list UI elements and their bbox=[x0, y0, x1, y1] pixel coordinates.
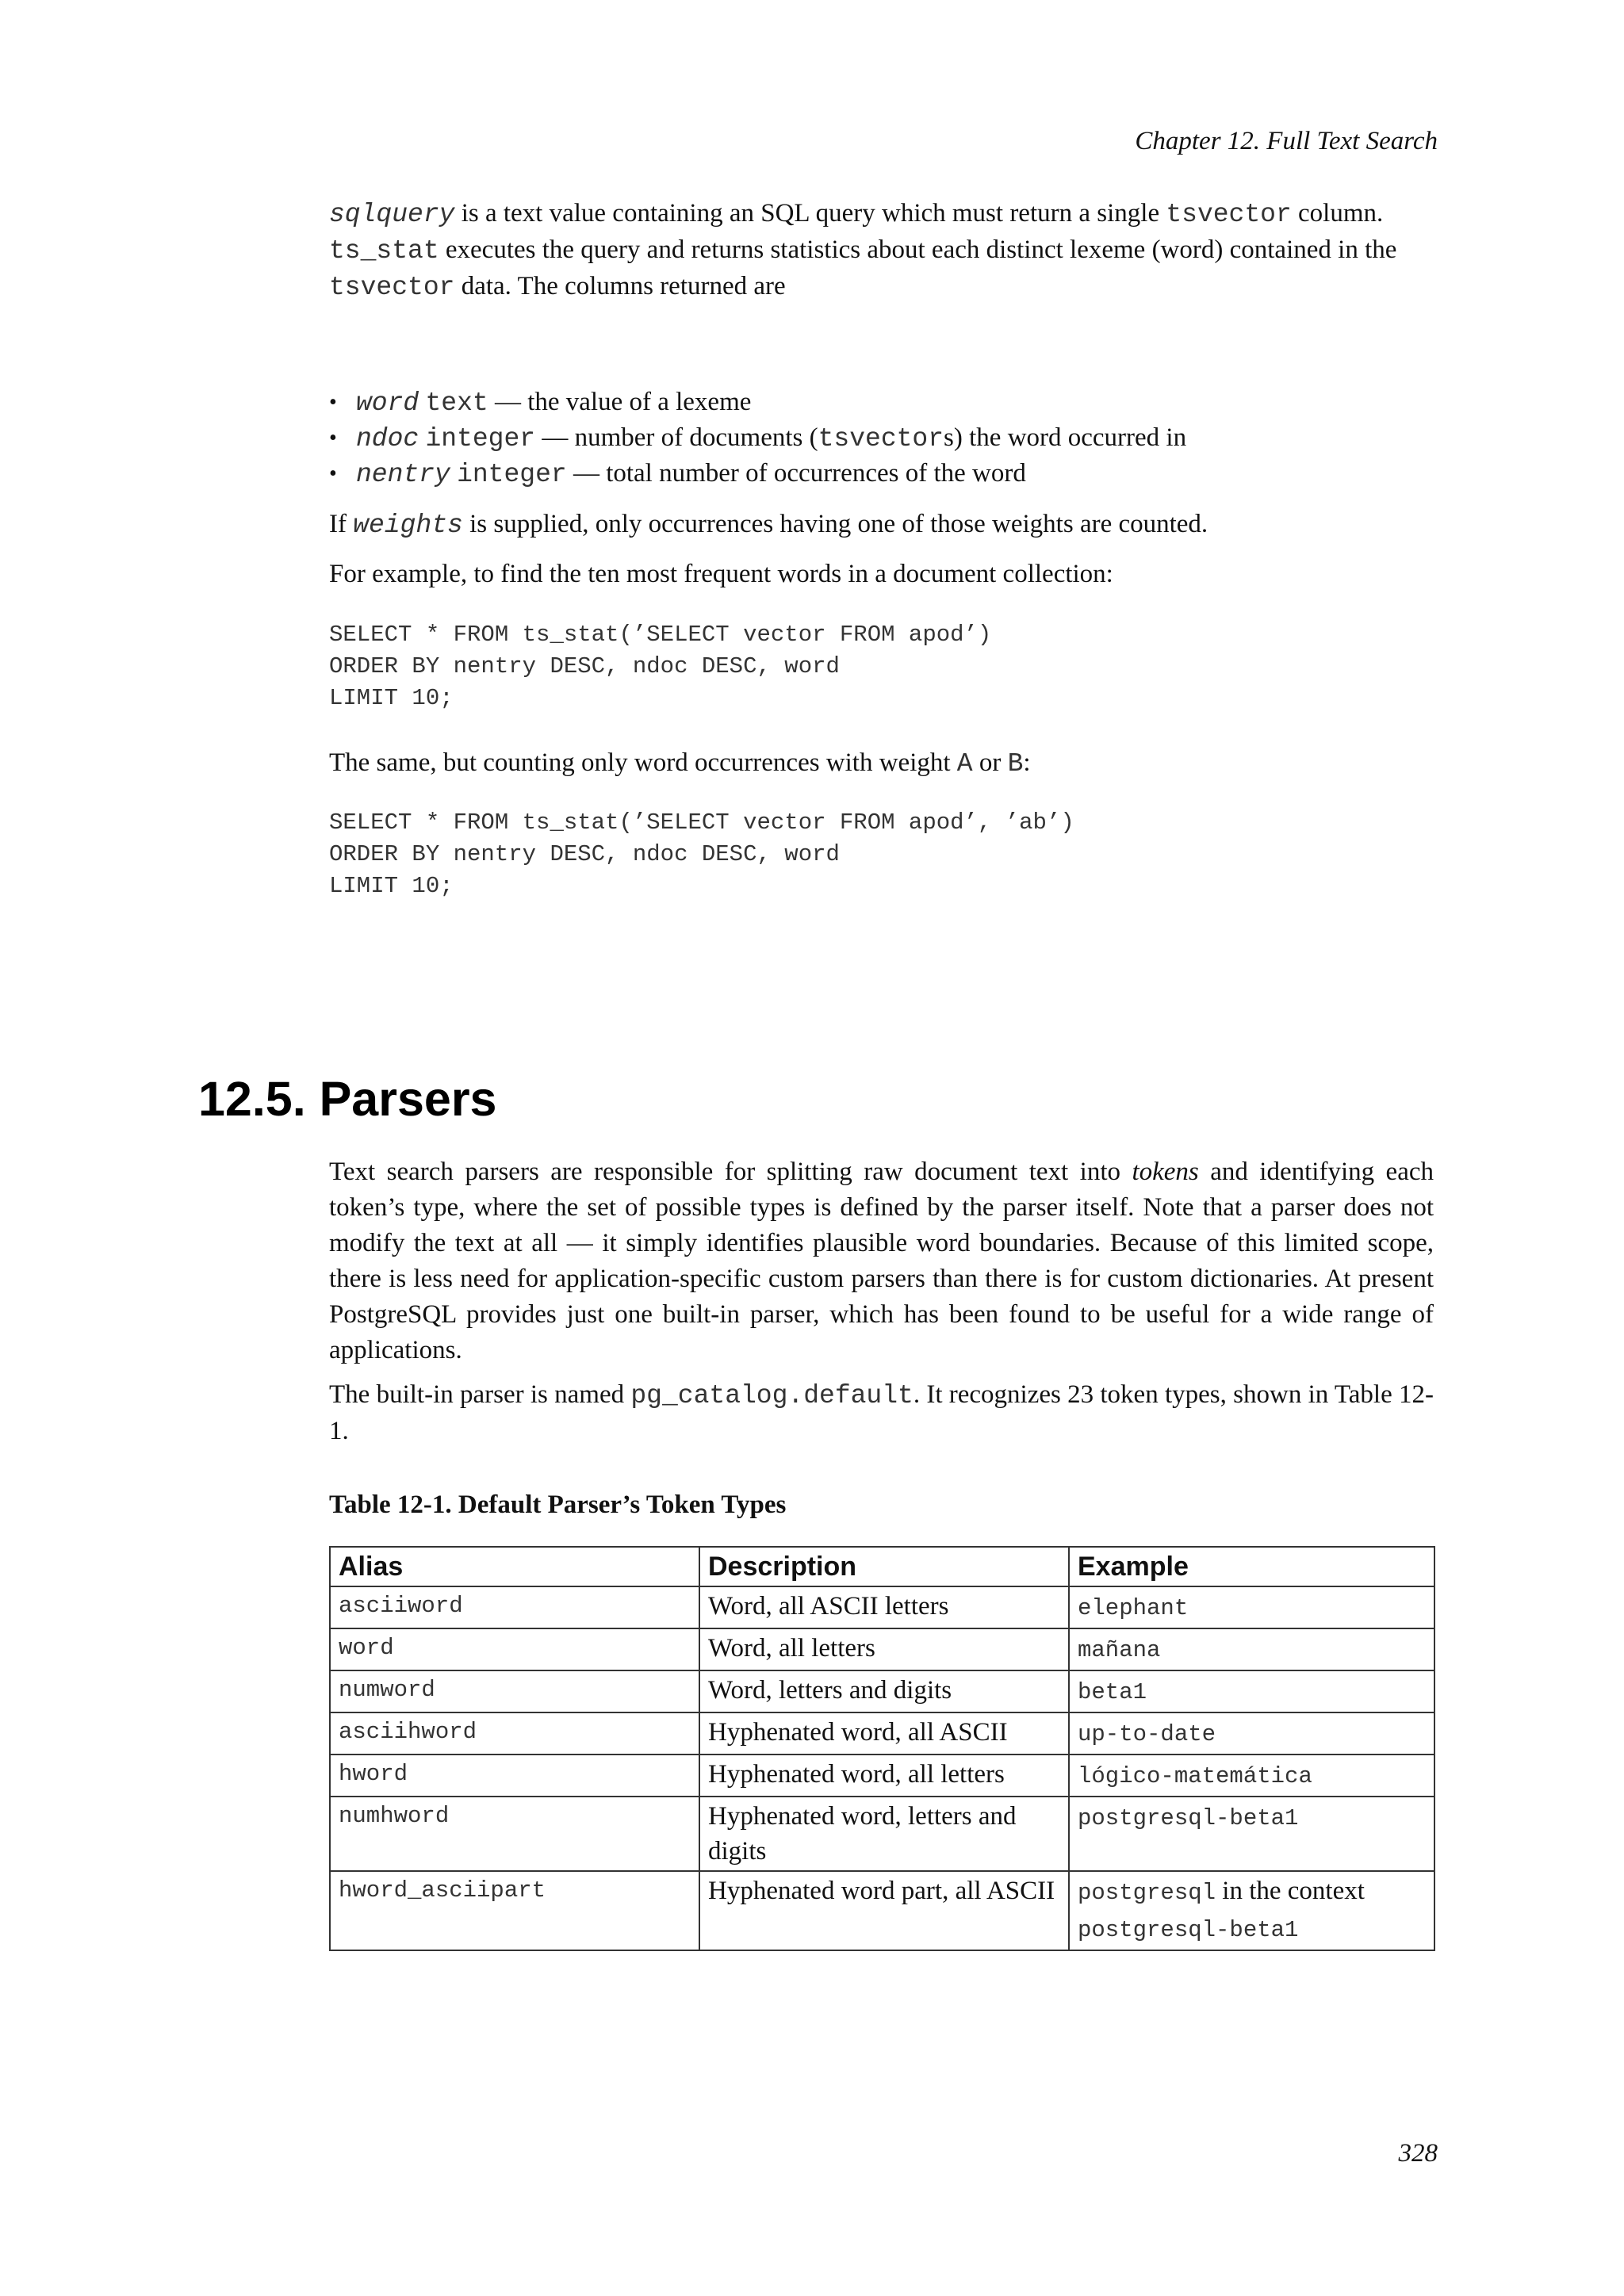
page-number: 328 bbox=[1398, 2139, 1438, 2168]
weight-a-code: A bbox=[956, 749, 973, 779]
list-item bbox=[329, 385, 1434, 420]
example-cell bbox=[1069, 1755, 1434, 1797]
example-suffix: in the context bbox=[1216, 1877, 1365, 1905]
header-example: Example bbox=[1069, 1547, 1434, 1586]
intro-paragraph bbox=[329, 196, 1434, 305]
column-type: integer bbox=[457, 460, 567, 489]
table-row bbox=[330, 1797, 1434, 1871]
same-text-post: : bbox=[1023, 748, 1031, 777]
example-code: lógico-matemática bbox=[1078, 1763, 1312, 1789]
column-desc: — the value of a lexeme bbox=[488, 388, 752, 416]
description-cell: Hyphenated word part, all ASCII bbox=[699, 1871, 1069, 1950]
example-code: up-to-date bbox=[1078, 1721, 1216, 1747]
code-listing-2: SELECT * FROM ts_stat(’SELECT vector FROM apod’, ’ab’) ORDER BY nentry DESC, ndoc DESC, word LIMIT 10; bbox=[329, 809, 1074, 899]
example-cell bbox=[1069, 1586, 1434, 1628]
table-caption-block bbox=[329, 1487, 1434, 1523]
p1-text-pre: Text search parsers are responsible for splitting raw document text into bbox=[329, 1158, 1132, 1186]
header-alias: Alias bbox=[330, 1547, 699, 1586]
alias-cell: asciihword bbox=[330, 1712, 699, 1755]
table-row bbox=[330, 1712, 1434, 1755]
description-cell: Hyphenated word, all letters bbox=[699, 1755, 1069, 1797]
same-text-pre: The same, but counting only word occurrences with weight bbox=[329, 748, 957, 777]
alias-cell: asciiword bbox=[330, 1586, 699, 1628]
example-code: beta1 bbox=[1078, 1679, 1147, 1705]
weights-text-post: is supplied, only occurrences having one of those weights are counted. bbox=[462, 510, 1208, 538]
example-code: elephant bbox=[1078, 1595, 1189, 1621]
parsers-paragraph-1 bbox=[329, 1154, 1434, 1368]
description-cell: Word, letters and digits bbox=[699, 1670, 1069, 1712]
alias-cell: numhword bbox=[330, 1797, 699, 1871]
table-header-row bbox=[330, 1547, 1434, 1586]
intro-text-1: is a text value containing an SQL query which must return a single bbox=[454, 199, 1166, 228]
column-type: integer bbox=[425, 424, 536, 453]
same-paragraph bbox=[329, 745, 1434, 782]
description-cell: Hyphenated word, letters and digits bbox=[699, 1797, 1069, 1871]
column-name: nentry bbox=[356, 460, 450, 489]
alias-cell: word bbox=[330, 1628, 699, 1670]
column-type: text bbox=[425, 388, 488, 418]
example-cell bbox=[1069, 1712, 1434, 1755]
example-code: postgresql bbox=[1078, 1880, 1216, 1906]
tokens-emphasis: tokens bbox=[1132, 1158, 1199, 1186]
table-row bbox=[330, 1670, 1434, 1712]
example-intro bbox=[329, 557, 1434, 592]
table-row bbox=[330, 1628, 1434, 1670]
table-caption: Table 12-1. Default Parser’s Token Types bbox=[329, 1490, 787, 1519]
code-listing-1: SELECT * FROM ts_stat(’SELECT vector FROM apod’) ORDER BY nentry DESC, ndoc DESC, word LIMIT 10; bbox=[329, 622, 992, 711]
intro-text-3: executes the query and returns statistics about each distinct lexeme (word) contained in the bbox=[439, 235, 1397, 264]
description-cell: Hyphenated word, all ASCII bbox=[699, 1712, 1069, 1755]
example-cell bbox=[1069, 1628, 1434, 1670]
intro-text-2: column. bbox=[1291, 199, 1384, 228]
list-item bbox=[329, 456, 1434, 492]
p1-text-post: and identifying each token’s type, where the set of possible types is defined by the parser itself. Note that a parser does not modify the text at all — it simply identifies plausible word boundaries. Because of this limited scope, there is less need for application-specific custom parsers than there is for custom dictionaries. At present PostgreSQL provides just one built-in parser, which has been found to be useful for a wide range of applications. bbox=[329, 1158, 1434, 1364]
same-text-mid: or bbox=[972, 748, 1008, 777]
example-code: postgresql-beta1 bbox=[1078, 1805, 1299, 1831]
column-desc: — number of documents ( bbox=[535, 423, 818, 452]
alias-cell: hword bbox=[330, 1755, 699, 1797]
table-row bbox=[330, 1871, 1434, 1950]
p2-text-post: . It recognizes 23 token types, shown in Table 12-1. bbox=[329, 1380, 1434, 1445]
weights-text-pre: If bbox=[329, 510, 354, 538]
columns-list-block bbox=[329, 385, 1434, 492]
example-cell bbox=[1069, 1871, 1434, 1950]
tsvector-code-1: tsvector bbox=[1166, 200, 1292, 229]
alias-cell: hword_asciipart bbox=[330, 1871, 699, 1950]
section-title: 12.5. Parsers bbox=[198, 1072, 497, 1126]
token-types-table bbox=[329, 1546, 1435, 1951]
tsvector-code-2: tsvector bbox=[329, 273, 455, 302]
description-cell: Word, all letters bbox=[699, 1628, 1069, 1670]
weights-param: weights bbox=[353, 511, 463, 540]
table-row bbox=[330, 1586, 1434, 1628]
default-parser-code: pg_catalog.default bbox=[630, 1381, 914, 1410]
example-intro-text: For example, to find the ten most frequent words in a document collection: bbox=[329, 560, 1113, 588]
column-desc-code: tsvector bbox=[818, 424, 944, 453]
weight-b-code: B bbox=[1007, 749, 1024, 779]
alias-cell: numword bbox=[330, 1670, 699, 1712]
columns-list bbox=[329, 385, 1434, 492]
sqlquery-param: sqlquery bbox=[329, 200, 455, 229]
code-block-2 bbox=[329, 807, 1434, 902]
column-desc-tail: s) the word occurred in bbox=[944, 423, 1187, 452]
running-head: Chapter 12. Full Text Search bbox=[1135, 127, 1438, 155]
table-row bbox=[330, 1755, 1434, 1797]
weights-paragraph bbox=[329, 507, 1434, 543]
description-cell: Word, all ASCII letters bbox=[699, 1586, 1069, 1628]
column-name: word bbox=[356, 388, 419, 418]
parsers-paragraph-2 bbox=[329, 1377, 1434, 1449]
intro-text-4: data. The columns returned are bbox=[454, 272, 786, 300]
list-item bbox=[329, 420, 1434, 456]
example-cell bbox=[1069, 1797, 1434, 1871]
example-cell bbox=[1069, 1670, 1434, 1712]
column-desc: — total number of occurrences of the word bbox=[566, 459, 1026, 488]
example-code: mañana bbox=[1078, 1637, 1161, 1663]
example-code-line2: postgresql-beta1 bbox=[1078, 1917, 1299, 1943]
ts-stat-code: ts_stat bbox=[329, 236, 439, 266]
header-description: Description bbox=[699, 1547, 1069, 1586]
column-name: ndoc bbox=[356, 424, 419, 453]
code-block-1 bbox=[329, 619, 1434, 714]
p2-text-pre: The built-in parser is named bbox=[329, 1380, 631, 1409]
